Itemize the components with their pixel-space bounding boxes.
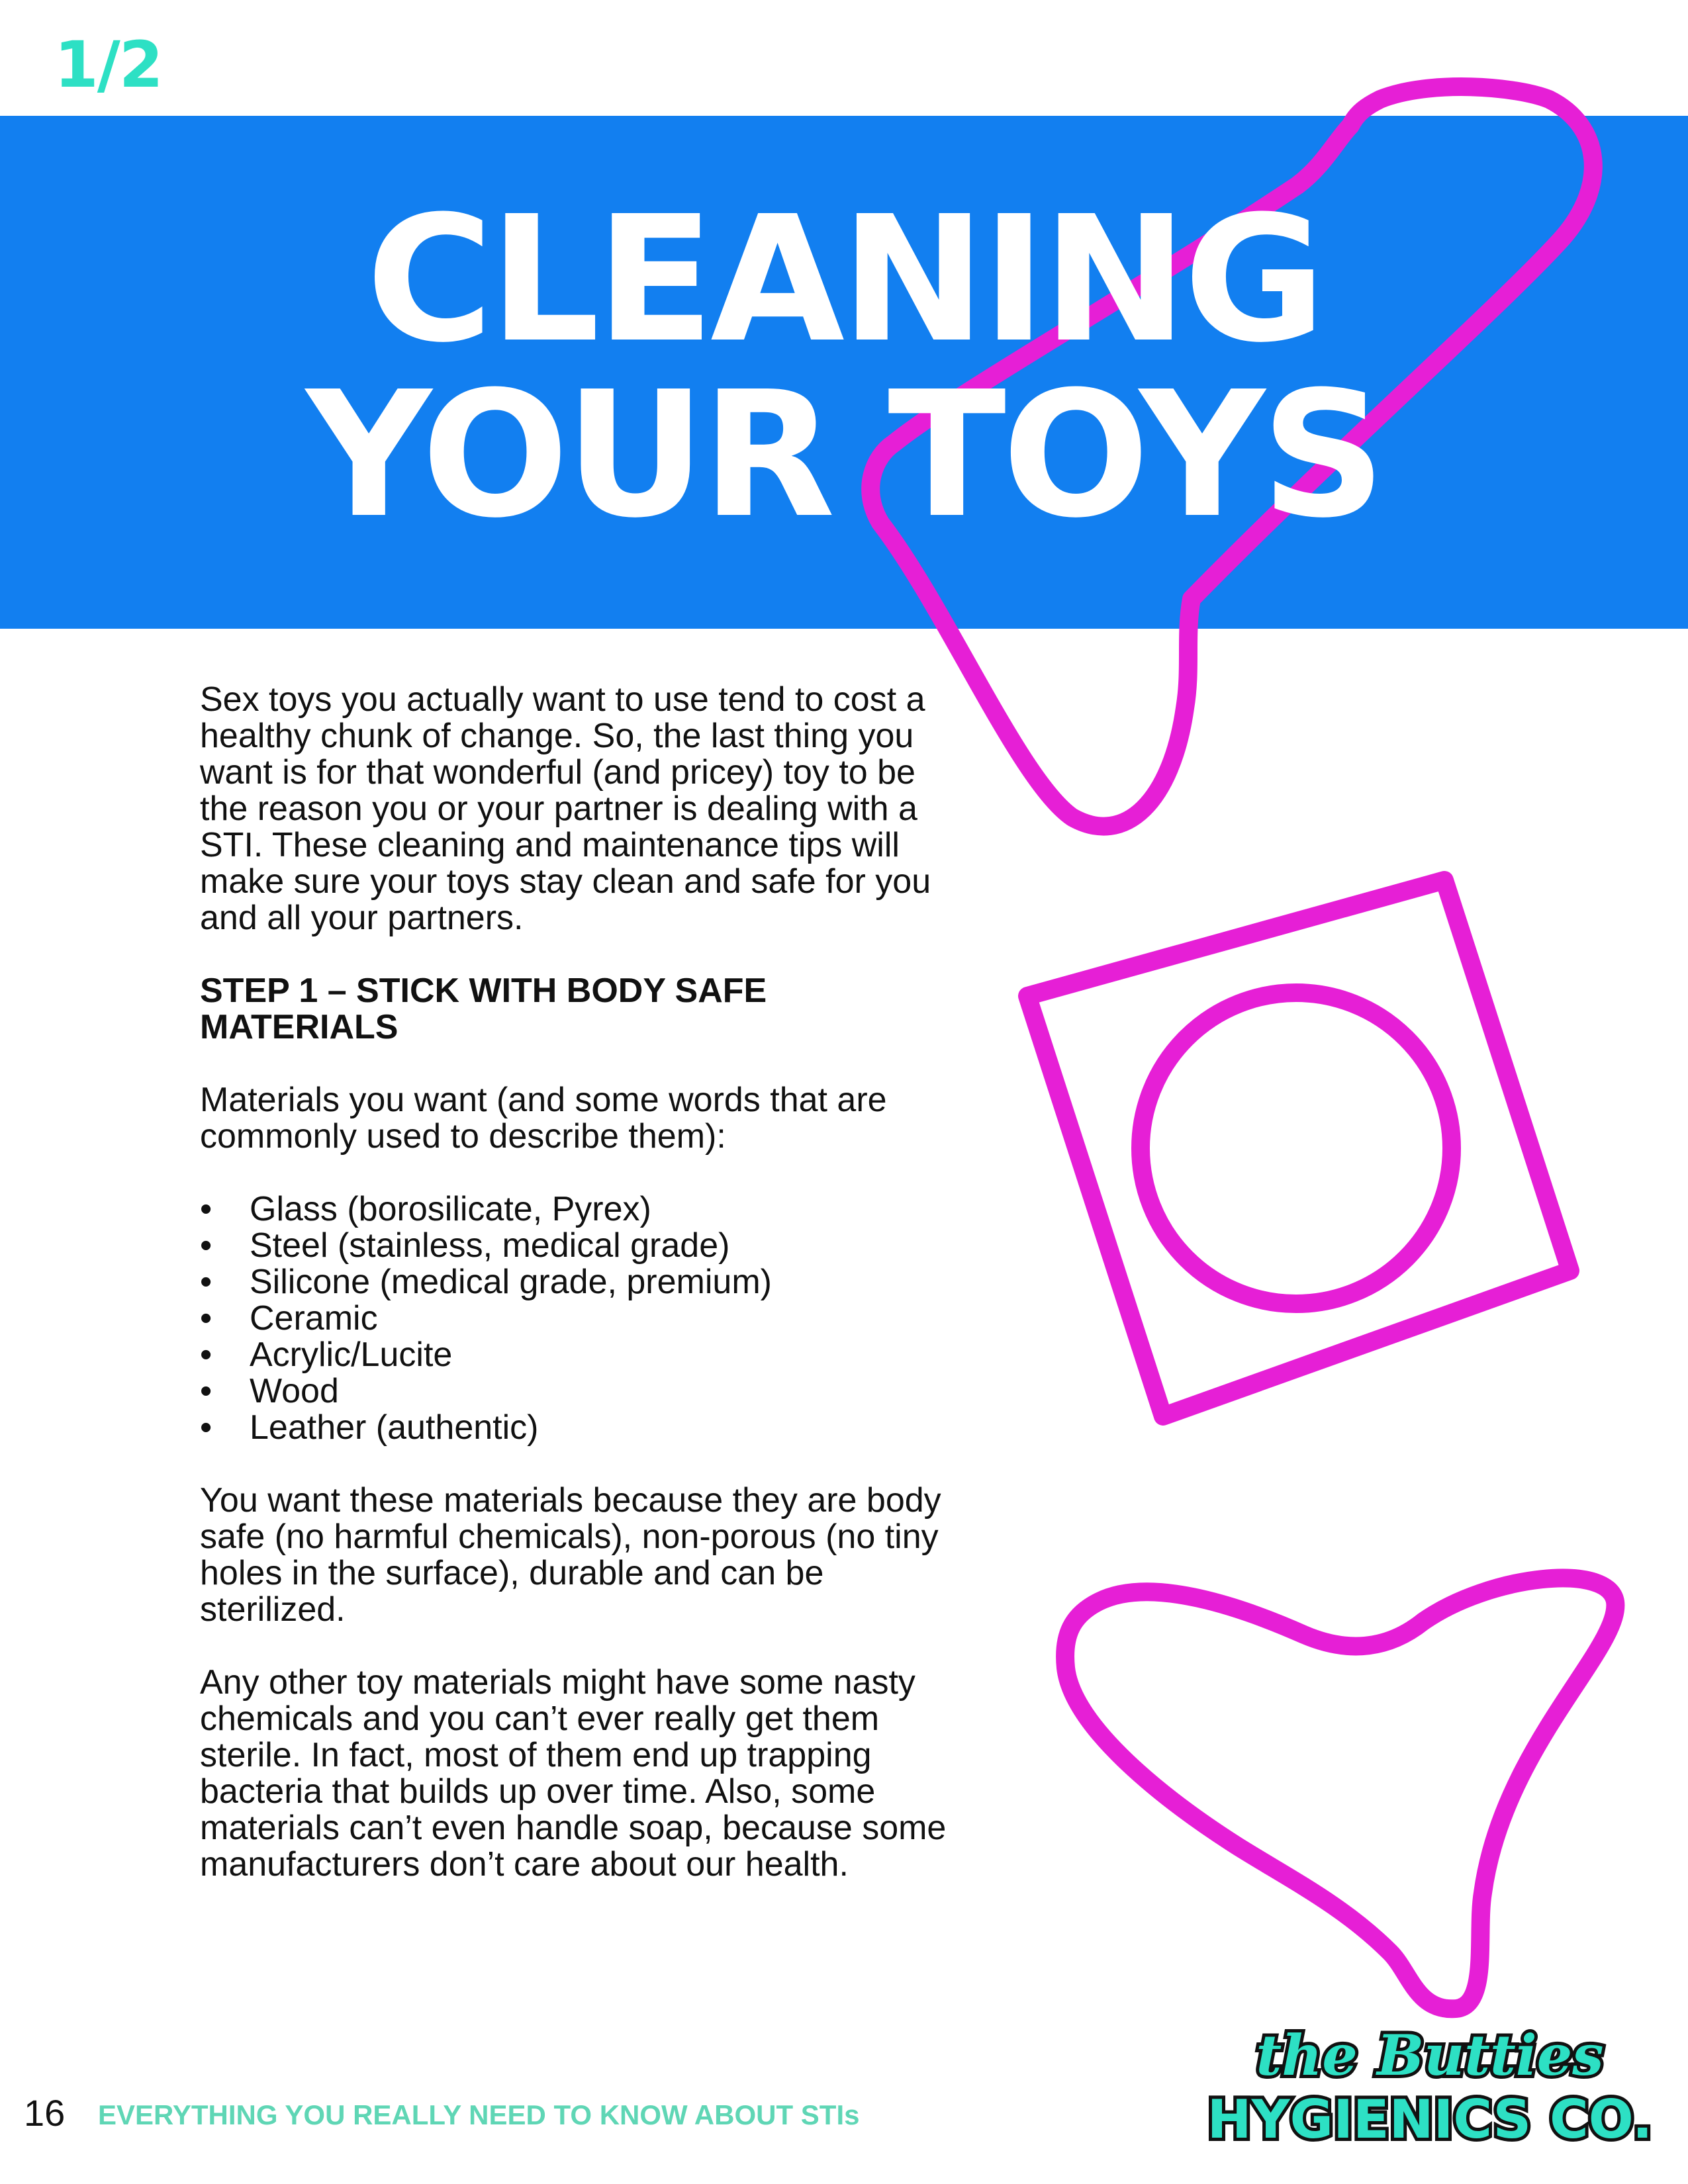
bullet-icon: • <box>200 1336 212 1374</box>
title-line-1: CLEANING <box>365 179 1323 381</box>
bullet-icon: • <box>200 1226 212 1265</box>
list-item: • Leather (authentic) <box>200 1408 539 1447</box>
body-safe-paragraph: You want these materials because they are body safe (no harmful chemicals), non-porous (no tiny holes in the surface), durable and can be sterilized. <box>200 1481 941 1629</box>
title-line-2: YOUR TOYS <box>306 354 1382 556</box>
bullet-icon: • <box>200 1263 212 1301</box>
list-item: • Ceramic <box>200 1299 378 1338</box>
condom-packet-icon <box>1027 880 1570 1416</box>
bullet-icon: • <box>200 1408 212 1447</box>
materials-intro: Materials you want (and some words that are commonly used to describe them): <box>200 1081 887 1156</box>
brand-logo <box>1207 2012 1653 2158</box>
page-number: 16 <box>24 2092 66 2134</box>
intro-paragraph: Sex toys you actually want to use tend to cost a healthy chunk of change. So, the last thing you want is for that wonderful (and pricey) toy to be the reason you or your partner is dealing with a STI. These cleaning and maintenance tips will make sure your toys stay clean and safe for you and all your partners. <box>200 680 931 937</box>
other-materials-paragraph: Any other toy materials might have some nasty chemicals and you can’t ever really get them sterile. In fact, most of them end up trapping bacteria that builds up over time. Also, some materials can’t even handle soap, because some manufacturers don’t care about our health. <box>200 1663 947 1884</box>
butt-plug-outline-icon <box>1065 1578 1615 2009</box>
logo-line-2: HYGIENICS CO. <box>1207 2089 1653 2150</box>
bullet-icon: • <box>200 1190 212 1228</box>
list-item: • Glass (borosilicate, Pyrex) <box>200 1190 651 1228</box>
bullet-icon: • <box>200 1299 212 1338</box>
footer-title: EVERYTHING YOU REALLY NEED TO KNOW ABOUT STIs <box>98 2099 860 2130</box>
logo-line-1: the Butties <box>1256 2023 1604 2088</box>
list-item: • Wood <box>200 1372 339 1410</box>
bullet-icon: • <box>200 1372 212 1410</box>
materials-list <box>200 1191 968 1446</box>
step1-heading: STEP 1 – STICK WITH BODY SAFE MATERIALS <box>200 972 767 1046</box>
list-item: • Acrylic/Lucite <box>200 1336 453 1374</box>
page-marker: 1/2 <box>54 28 162 102</box>
list-item: • Steel (stainless, medical grade) <box>200 1226 730 1265</box>
article-body <box>200 682 968 1919</box>
list-item: • Silicone (medical grade, premium) <box>200 1263 772 1301</box>
page-title <box>0 179 1688 556</box>
